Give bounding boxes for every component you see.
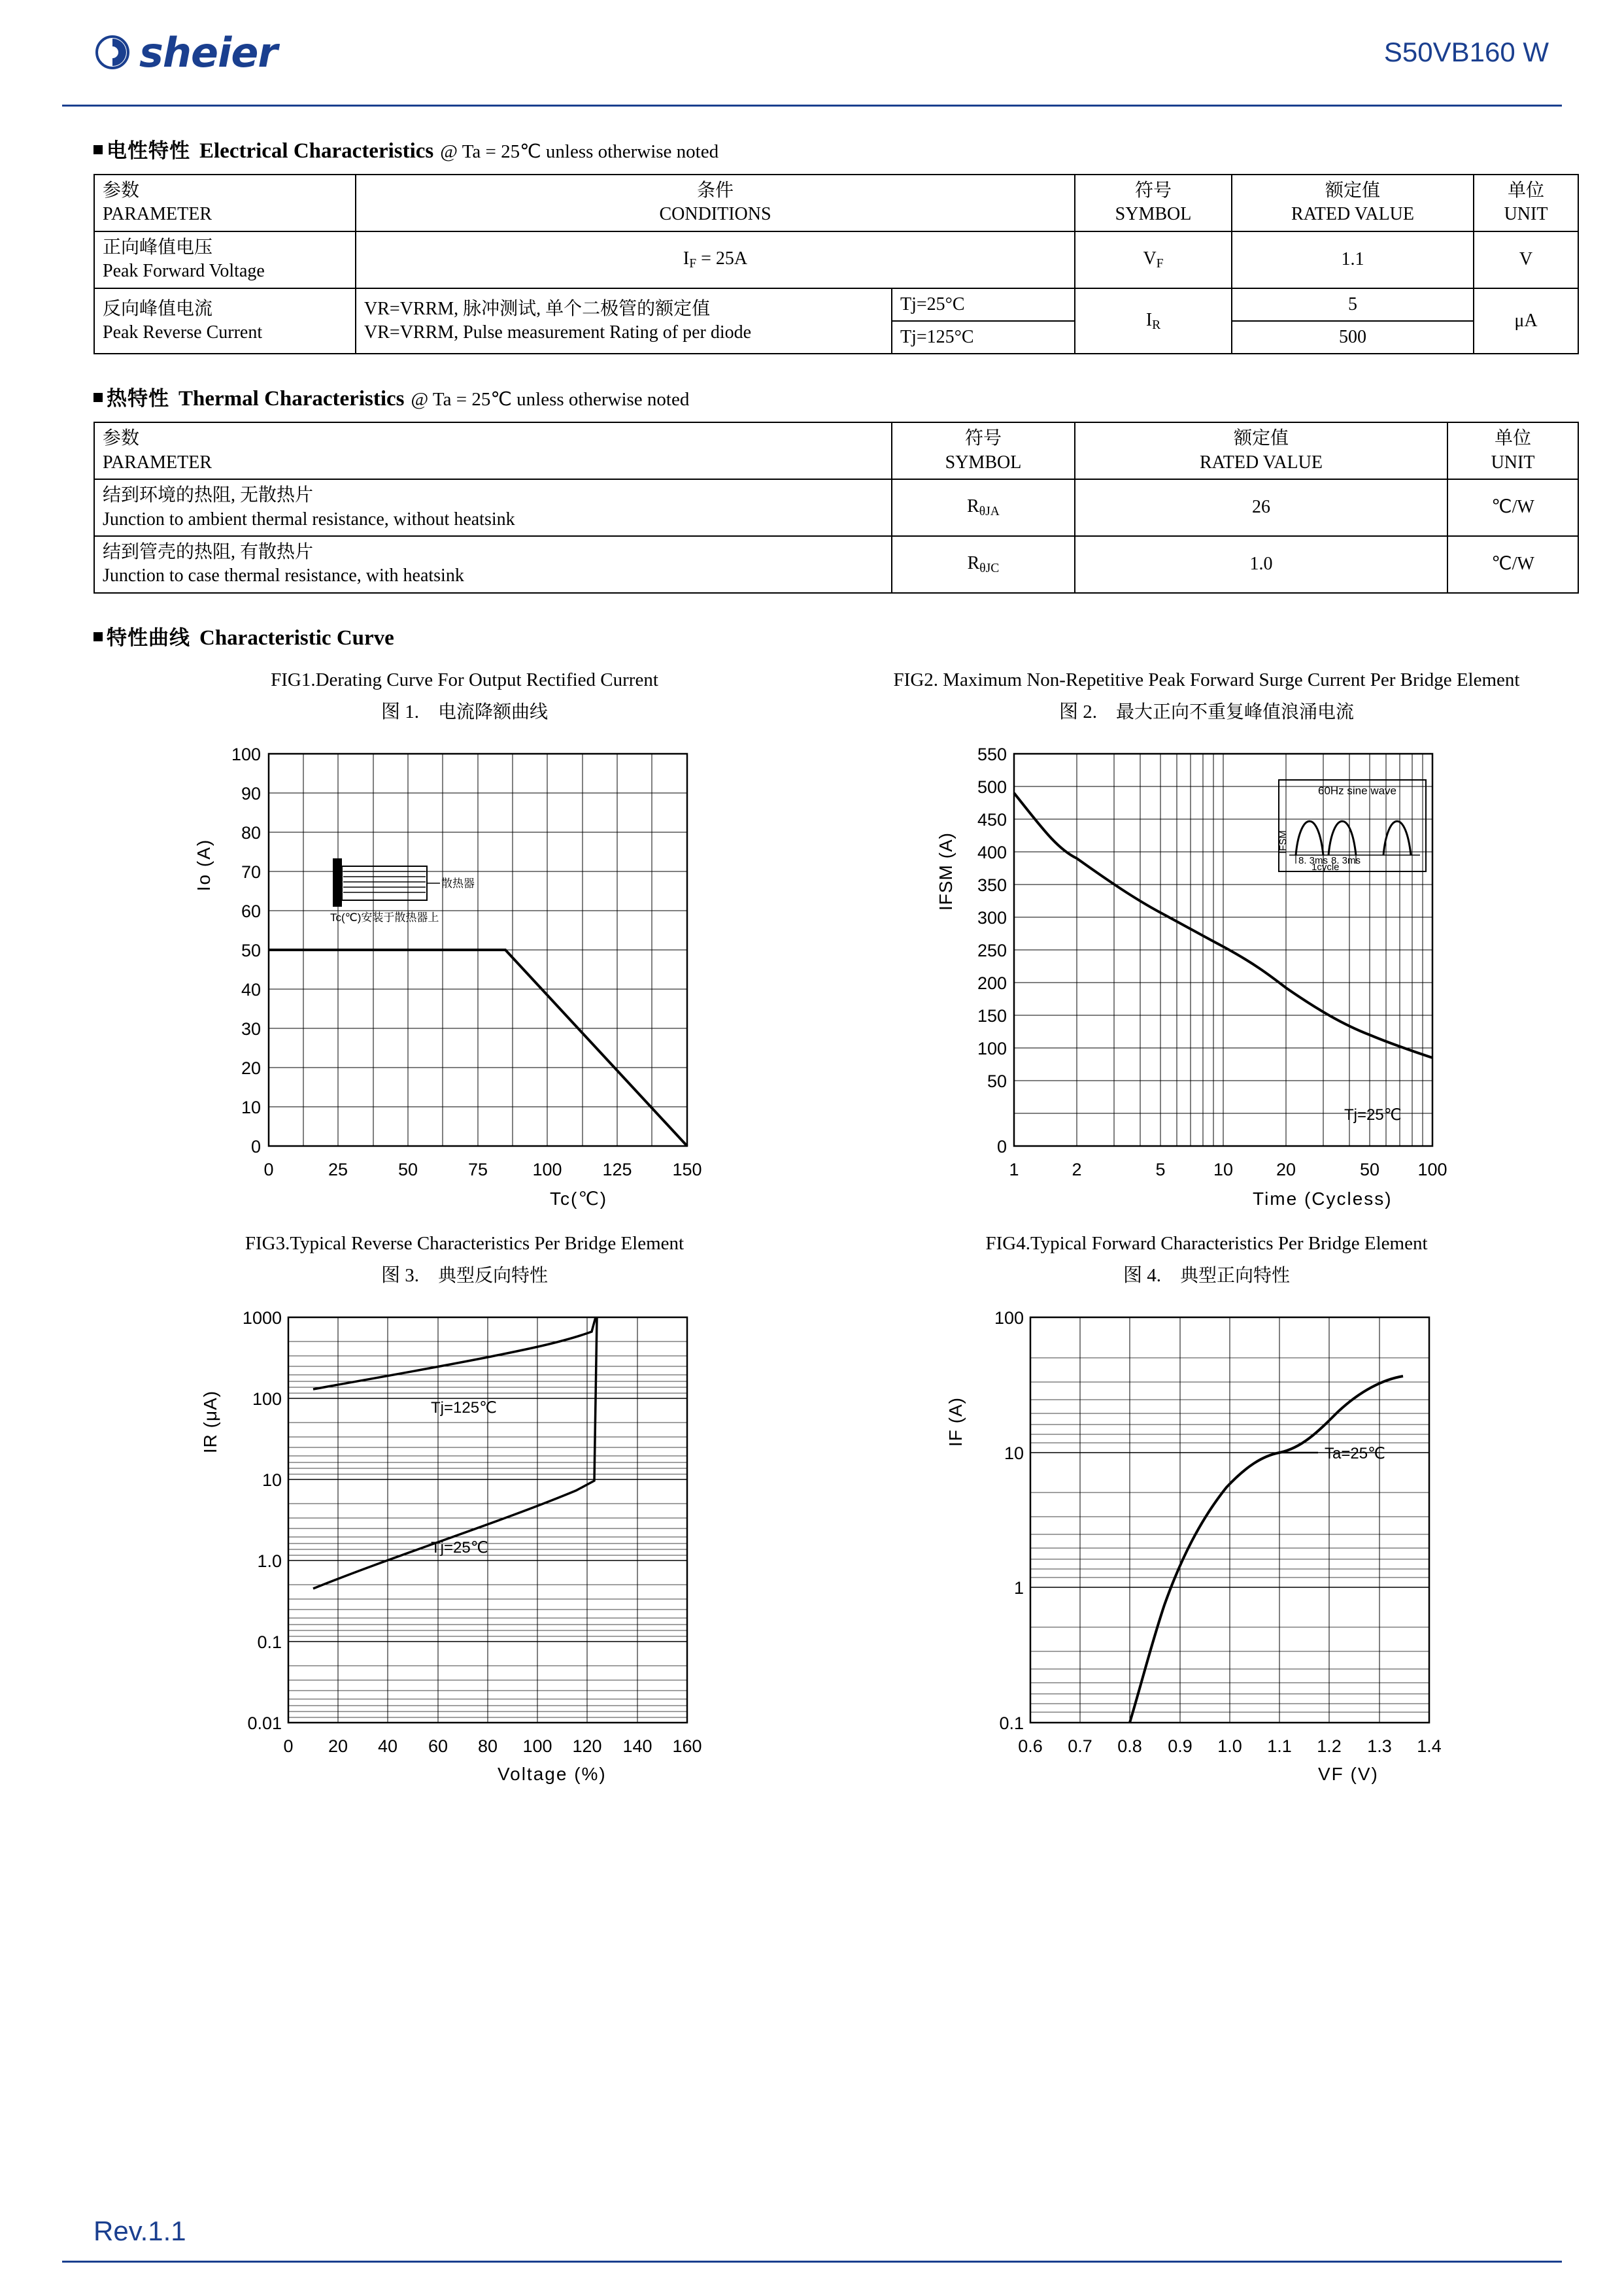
fig2-caption-cn-text: 最大正向不重复峰值浪涌电流 — [1116, 700, 1355, 722]
svg-text:1.3: 1.3 — [1366, 1736, 1392, 1756]
svg-text:90: 90 — [241, 783, 261, 803]
svg-text:50: 50 — [987, 1071, 1007, 1091]
svg-text:1: 1 — [1008, 1159, 1019, 1179]
sheier-logo-icon — [95, 35, 130, 70]
table-row — [94, 288, 1578, 321]
symbol-subscript: F — [1156, 256, 1164, 271]
param-en: Peak Forward Voltage — [103, 261, 265, 282]
svg-text:20: 20 — [328, 1736, 348, 1756]
electrical-section-title — [62, 134, 1562, 163]
header-rated-en: RATED VALUE — [1200, 452, 1323, 473]
svg-text:Io (A): Io (A) — [193, 838, 214, 892]
table-header-row — [94, 422, 1578, 479]
symbol-base: R — [967, 553, 980, 574]
svg-text:80: 80 — [241, 822, 261, 843]
symbol-subscript: θJA — [979, 505, 1000, 519]
row-peak-reverse-current-value-125: 500 — [1232, 321, 1474, 354]
svg-text:2: 2 — [1071, 1159, 1082, 1179]
fig1-caption-cn-text: 电流降额曲线 — [438, 700, 549, 722]
revision-label: Rev.1.1 — [93, 2216, 186, 2246]
header-symbol-en: SYMBOL — [1115, 204, 1192, 225]
header-rated-cn: 额定值 — [1325, 180, 1381, 201]
row-peak-forward-voltage-condition — [356, 231, 1075, 288]
svg-text:10: 10 — [1004, 1443, 1024, 1463]
svg-text:Ta=25℃: Ta=25℃ — [1324, 1444, 1385, 1462]
header-conditions-cn: 条件 — [697, 180, 734, 201]
header-unit-cn: 单位 — [1494, 428, 1531, 449]
row-peak-reverse-current-param — [94, 288, 356, 354]
svg-text:0: 0 — [263, 1159, 274, 1179]
svg-text:0: 0 — [996, 1136, 1007, 1156]
fig4-caption-cn — [836, 1260, 1578, 1287]
fig1-caption-cn — [93, 697, 836, 724]
svg-text:100: 100 — [1417, 1159, 1447, 1179]
table-row — [94, 479, 1578, 536]
row-rthja-param — [94, 479, 892, 536]
svg-text:0.1: 0.1 — [256, 1632, 282, 1652]
header-parameter-cn: 参数 — [103, 428, 140, 449]
row-peak-forward-voltage-param — [94, 231, 356, 288]
row-peak-reverse-current-symbol — [1075, 288, 1232, 354]
svg-text:80: 80 — [477, 1736, 498, 1756]
svg-text:Tj=125℃: Tj=125℃ — [430, 1398, 497, 1417]
row-rthja-value: 26 — [1075, 479, 1447, 536]
param-cn: 结到管壳的热阻, 有散热片 — [103, 541, 314, 562]
param-en: Junction to case thermal resistance, with heatsink — [103, 565, 464, 586]
curve-row-2 — [93, 1231, 1578, 1788]
svg-text:1.0: 1.0 — [1217, 1736, 1242, 1756]
svg-text:IFSM: IFSM — [1277, 830, 1289, 854]
param-en: Peak Reverse Current — [103, 322, 263, 343]
thermal-title-note: @ Ta = 25℃ unless otherwise noted — [411, 389, 690, 411]
fig3-caption-index: 图 3. — [381, 1264, 419, 1286]
fig1-caption-index: 图 1. — [381, 701, 419, 722]
header-unit-cn: 单位 — [1508, 180, 1545, 201]
header-symbol-en: SYMBOL — [945, 452, 1022, 473]
svg-text:Tc(℃)安装于散热器上: Tc(℃)安装于散热器上 — [330, 911, 439, 924]
fig2-plot — [836, 728, 1578, 1211]
fig4-caption-cn-text: 典型正向特性 — [1180, 1264, 1291, 1286]
symbol-subscript: R — [1152, 318, 1161, 332]
svg-text:1cycle: 1cycle — [1311, 861, 1340, 873]
electrical-title-en: Electrical Characteristics — [199, 139, 434, 163]
svg-text:10: 10 — [262, 1470, 282, 1490]
row-peak-reverse-current-unit: μA — [1474, 288, 1578, 354]
svg-text:10: 10 — [241, 1097, 261, 1117]
svg-text:VF (V): VF (V) — [1317, 1763, 1379, 1784]
figure-4 — [836, 1231, 1578, 1788]
svg-text:1.2: 1.2 — [1316, 1736, 1342, 1756]
footer-divider — [62, 2261, 1562, 2263]
svg-text:50: 50 — [398, 1159, 418, 1179]
header-parameter-cn: 参数 — [103, 180, 140, 201]
sub-condition-tj125: Tj=125°C — [892, 321, 1075, 354]
svg-text:120: 120 — [571, 1736, 602, 1756]
svg-text:140: 140 — [622, 1736, 652, 1756]
square-bullet-icon — [93, 145, 103, 154]
row-peak-reverse-current-condition — [356, 288, 892, 354]
row-peak-forward-voltage-symbol — [1075, 231, 1232, 288]
fig3-caption-cn-text: 典型反向特性 — [438, 1264, 549, 1286]
header-symbol — [892, 422, 1075, 479]
condition-value: = 25A — [696, 248, 748, 269]
row-peak-forward-voltage-unit: V — [1474, 231, 1578, 288]
svg-text:250: 250 — [977, 940, 1007, 960]
header-unit-en: UNIT — [1504, 204, 1548, 225]
row-rthjc-unit: ℃/W — [1447, 536, 1578, 593]
header-rated-cn: 额定值 — [1233, 428, 1289, 449]
svg-text:20: 20 — [1276, 1159, 1296, 1179]
header-parameter-en: PARAMETER — [103, 452, 212, 473]
param-cn: 结到环境的热阻, 无散热片 — [103, 485, 314, 506]
figure-3 — [93, 1231, 836, 1788]
symbol-subscript: θJC — [979, 562, 1000, 575]
table-row — [94, 231, 1578, 288]
svg-text:450: 450 — [977, 809, 1007, 830]
figure-1 — [93, 667, 836, 1211]
svg-text:60Hz sine wave: 60Hz sine wave — [1317, 784, 1396, 797]
header-parameter — [94, 175, 356, 231]
row-rthjc-symbol — [892, 536, 1075, 593]
electrical-title-note: @ Ta = 25℃ unless otherwise noted — [440, 141, 719, 162]
svg-text:100: 100 — [532, 1159, 562, 1179]
header-rated-en: RATED VALUE — [1291, 204, 1414, 225]
fig1-plot — [93, 728, 836, 1211]
svg-text:0.7: 0.7 — [1067, 1736, 1092, 1756]
curves-title-en: Characteristic Curve — [199, 626, 394, 650]
svg-text:125: 125 — [601, 1159, 632, 1179]
svg-text:5: 5 — [1155, 1159, 1166, 1179]
svg-text:550: 550 — [977, 744, 1007, 764]
svg-text:50: 50 — [241, 940, 261, 960]
electrical-characteristics-table — [93, 174, 1579, 354]
header-symbol-cn: 符号 — [964, 428, 1002, 449]
svg-text:40: 40 — [377, 1736, 398, 1756]
condition-en: VR=VRRM, Pulse measurement Rating of per diode — [364, 322, 752, 343]
svg-text:IFSM (A): IFSM (A) — [935, 832, 956, 911]
svg-text:60: 60 — [241, 901, 261, 921]
row-rthjc-value: 1.0 — [1075, 536, 1447, 593]
brand-logo — [62, 29, 277, 76]
curves-title-cn: 特性曲线 — [107, 626, 190, 650]
svg-text:100: 100 — [252, 1389, 282, 1409]
param-en: Junction to ambient thermal resistance, without heatsink — [103, 509, 515, 530]
header-rated-value — [1232, 175, 1474, 231]
svg-text:50: 50 — [1359, 1159, 1379, 1179]
svg-text:70: 70 — [241, 862, 261, 882]
svg-text:Tj=25℃: Tj=25℃ — [1344, 1105, 1402, 1124]
svg-text:200: 200 — [977, 973, 1007, 993]
curve-row-1 — [93, 667, 1578, 1211]
svg-text:0.9: 0.9 — [1167, 1736, 1193, 1756]
svg-text:IF (A): IF (A) — [945, 1396, 966, 1447]
sub-condition-tj25: Tj=25°C — [892, 288, 1075, 321]
row-rthja-symbol — [892, 479, 1075, 536]
svg-text:100: 100 — [994, 1307, 1024, 1328]
electrical-title-cn: 电性特性 — [107, 139, 190, 163]
fig2-caption-cn — [836, 697, 1578, 724]
svg-text:散热器: 散热器 — [441, 877, 475, 890]
svg-text:Voltage (%): Voltage (%) — [497, 1763, 607, 1784]
fig4-plot — [836, 1291, 1578, 1788]
svg-text:100: 100 — [522, 1736, 552, 1756]
header-parameter-en: PARAMETER — [103, 204, 212, 225]
svg-text:1.4: 1.4 — [1416, 1736, 1442, 1756]
table-header-row — [94, 175, 1578, 231]
svg-text:0.01: 0.01 — [246, 1713, 282, 1733]
symbol-base: V — [1143, 248, 1157, 269]
fig1-caption-en: FIG1.Derating Curve For Output Rectified Current — [271, 669, 658, 690]
fig4-caption-index: 图 4. — [1123, 1264, 1161, 1286]
fig2-caption-index: 图 2. — [1058, 701, 1097, 722]
table-row — [94, 536, 1578, 593]
header-symbol — [1075, 175, 1232, 231]
svg-text:IR (μA): IR (μA) — [199, 1390, 220, 1454]
svg-text:500: 500 — [977, 777, 1007, 797]
thermal-section-title — [62, 382, 1562, 411]
symbol-base: R — [967, 496, 979, 517]
svg-text:400: 400 — [977, 842, 1007, 862]
fig3-caption-en: FIG3.Typical Reverse Characteristics Per Bridge Element — [245, 1232, 685, 1254]
fig3-caption-cn — [93, 1260, 836, 1287]
square-bullet-icon — [93, 393, 103, 402]
svg-text:100: 100 — [977, 1038, 1007, 1058]
thermal-title-cn: 热特性 — [107, 387, 169, 411]
thermal-title-en: Thermal Characteristics — [178, 387, 405, 411]
fig2-caption-en: FIG2. Maximum Non-Repetitive Peak Forward Surge Current Per Bridge Element — [893, 669, 1520, 690]
page-header — [62, 0, 1562, 107]
svg-text:150: 150 — [977, 1005, 1007, 1026]
condition-cn: VR=VRRM, 脉冲测试, 单个二极管的额定值 — [364, 298, 711, 319]
characteristic-curves — [93, 667, 1578, 1788]
svg-text:0.6: 0.6 — [1017, 1736, 1043, 1756]
curves-section-title — [62, 621, 1562, 650]
svg-text:1.0: 1.0 — [256, 1551, 282, 1571]
svg-text:1.1: 1.1 — [1266, 1736, 1292, 1756]
svg-text:25: 25 — [328, 1159, 348, 1179]
header-symbol-cn: 符号 — [1135, 180, 1172, 201]
svg-text:150: 150 — [671, 1159, 702, 1179]
condition-symbol: I — [683, 248, 690, 269]
fig3-plot — [93, 1291, 836, 1788]
header-rated-value — [1075, 422, 1447, 479]
svg-text:350: 350 — [977, 875, 1007, 895]
header-conditions — [356, 175, 1075, 231]
fig4-caption-en: FIG4.Typical Forward Characteristics Per Bridge Element — [985, 1232, 1428, 1254]
svg-text:10: 10 — [1213, 1159, 1233, 1179]
row-rthja-unit: ℃/W — [1447, 479, 1578, 536]
header-unit — [1474, 175, 1578, 231]
condition-subscript: F — [689, 256, 697, 271]
thermal-characteristics-table — [93, 422, 1579, 593]
header-unit — [1447, 422, 1578, 479]
row-peak-forward-voltage-value: 1.1 — [1232, 231, 1474, 288]
svg-text:8. 3ms: 8. 3ms — [1298, 854, 1328, 866]
svg-text:0: 0 — [250, 1136, 261, 1156]
svg-text:Time (Cycless): Time (Cycless) — [1252, 1188, 1393, 1209]
part-number: S50VB160 W — [1383, 37, 1549, 67]
param-cn: 正向峰值电压 — [103, 237, 213, 258]
svg-text:0.8: 0.8 — [1117, 1736, 1142, 1756]
svg-text:60: 60 — [428, 1736, 448, 1756]
svg-text:20: 20 — [241, 1058, 261, 1078]
param-cn: 反向峰值电流 — [103, 298, 213, 319]
svg-text:160: 160 — [671, 1736, 702, 1756]
svg-text:75: 75 — [467, 1159, 488, 1179]
header-unit-en: UNIT — [1491, 452, 1535, 473]
svg-text:8. 3ms: 8. 3ms — [1330, 854, 1361, 866]
svg-text:100: 100 — [231, 744, 261, 764]
header-parameter — [94, 422, 892, 479]
svg-text:40: 40 — [241, 979, 261, 1000]
svg-text:1: 1 — [1013, 1577, 1024, 1598]
square-bullet-icon — [93, 632, 103, 641]
row-peak-reverse-current-value-25: 5 — [1232, 288, 1474, 321]
svg-text:Tc(℃): Tc(℃) — [549, 1188, 607, 1209]
header-conditions-en: CONDITIONS — [659, 204, 771, 225]
figure-2 — [836, 667, 1578, 1211]
svg-text:0: 0 — [282, 1736, 294, 1756]
symbol-base: I — [1145, 309, 1153, 330]
svg-text:30: 30 — [241, 1019, 261, 1039]
brand-name: sheier — [139, 28, 277, 76]
row-rthjc-param — [94, 536, 892, 593]
svg-text:Tj=25℃: Tj=25℃ — [430, 1538, 488, 1557]
svg-text:0.1: 0.1 — [998, 1713, 1024, 1733]
svg-text:300: 300 — [977, 907, 1007, 928]
svg-text:1000: 1000 — [242, 1307, 282, 1328]
